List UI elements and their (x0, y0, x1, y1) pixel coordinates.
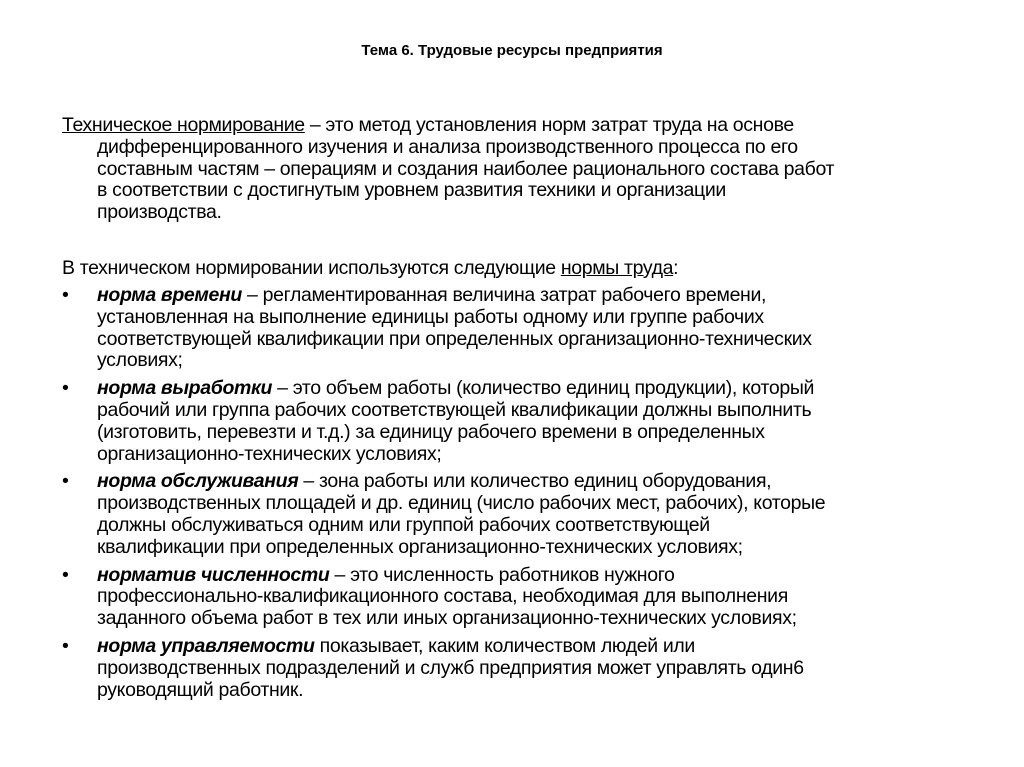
item-line: (изготовить, перевезти и т.д.) за единицу рабочего времени в определенных (97, 420, 765, 443)
item-text: показывает, каким количеством людей или (314, 634, 695, 657)
list-item (62, 471, 825, 558)
item-line: должны обслуживаться одним или группой рабочих соответствующей (97, 513, 710, 536)
item-line: рабочий или группа рабочих соответствующей квалификации должны выполнить (97, 398, 812, 421)
bullet-icon: • (62, 563, 69, 586)
slide-title: Тема 6. Трудовые ресурсы предприятия (361, 42, 663, 59)
item-line: заданного объема работ в тех или иных организационно-технических условиях; (97, 607, 797, 630)
item-text: – регламентированная величина затрат рабочего времени, (241, 284, 767, 306)
item-line: организационно-технических условиях; (97, 442, 442, 465)
item-term: норматив численности (97, 563, 330, 586)
item-line: профессионально-квалификационного состава, необходимая для выполнения (97, 585, 788, 608)
item-term: норма управляемости (97, 634, 315, 657)
list-item (62, 285, 825, 372)
item-term: норма выработки (97, 377, 273, 400)
item-line: соответствующей квалификации при определенных организационно-технических (97, 327, 812, 350)
item-line: квалификации при определенных организационно-технических условиях; (97, 535, 743, 558)
definition-line: дифференцированного изучения и анализа производственного процесса по его (97, 135, 798, 158)
bullet-icon: • (62, 470, 69, 493)
bullet-icon: • (62, 284, 69, 306)
item-term: норма обслуживания (97, 470, 299, 493)
item-term: норма времени (97, 284, 242, 306)
definition-line: производства. (97, 201, 222, 224)
definition-text: – это метод установления норм затрат труда на основе (304, 114, 794, 136)
definition-term: Техническое нормирование (62, 114, 305, 136)
definition-line: в соответствии с достигнутым уровнем развития техники и организации (97, 179, 726, 202)
intro-colon: : (673, 257, 679, 279)
bullet-icon: • (62, 634, 69, 657)
list-item (62, 565, 825, 630)
intro-paragraph (62, 258, 678, 280)
bullet-icon: • (62, 377, 69, 400)
list-item (62, 378, 825, 465)
item-line: производственных площадей и др. единиц (число рабочих мест, рабочих), которые (97, 492, 826, 515)
intro-text: В техническом нормировании используются следующие (62, 257, 561, 279)
list-item (62, 636, 825, 701)
item-line: установленная на выполнение единицы работы одному или группе рабочих (97, 305, 764, 328)
intro-underlined: нормы труда (560, 257, 674, 279)
item-text: – зона работы или количество единиц оборудования, (298, 470, 772, 493)
item-text: – это объем работы (количество единиц продукции), который (272, 377, 815, 400)
item-line: производственных подразделений и служб предприятия может управлять один6 (97, 656, 804, 679)
definition-paragraph (62, 115, 834, 224)
definition-line: составным частям – операциям и создания наиболее рационального состава работ (97, 157, 835, 180)
item-text: – это численность работников нужного (329, 563, 675, 586)
norms-list (62, 285, 825, 701)
item-line: условиях; (97, 349, 183, 372)
item-line: руководящий работник. (97, 678, 304, 701)
